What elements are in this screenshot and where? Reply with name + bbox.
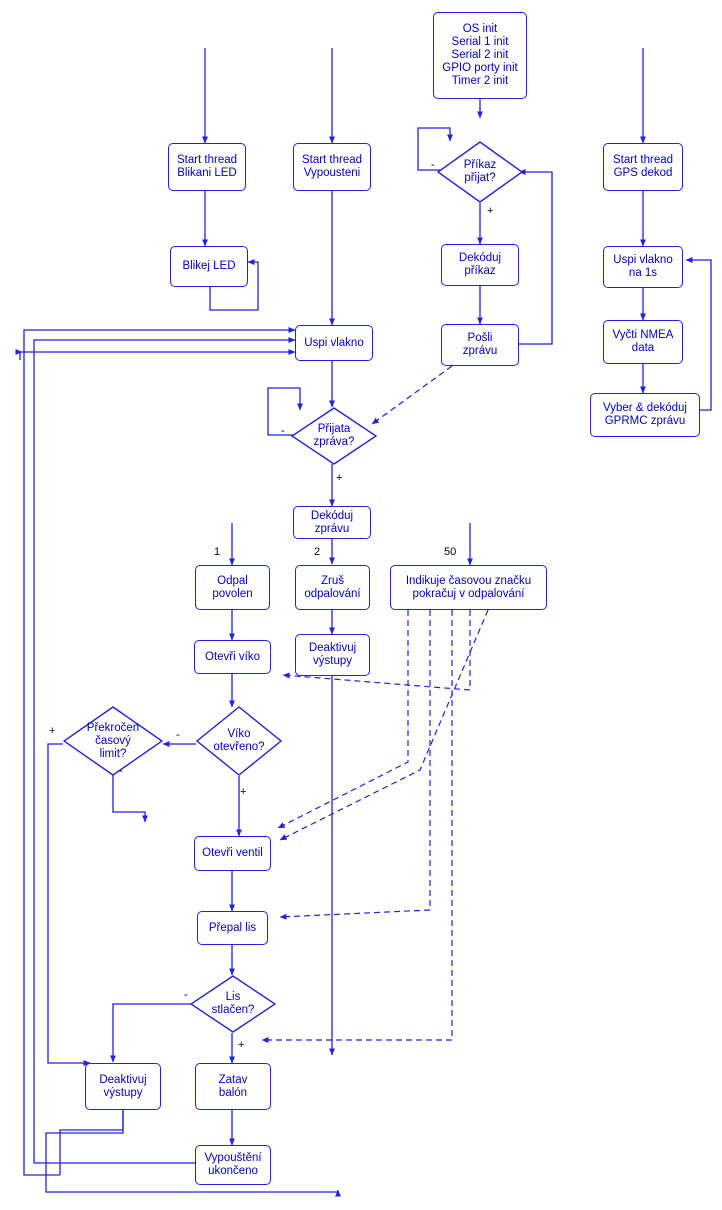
- node-otevri-ventil[interactable]: [194, 836, 271, 871]
- node-start-thread-blikani-led[interactable]: [168, 143, 246, 191]
- node-vypousteni-ukonceno[interactable]: [195, 1145, 271, 1185]
- node-label: Pošli zprávu: [462, 332, 498, 357]
- edge-label-case-2: 2: [314, 546, 321, 558]
- node-label: Start thread GPS dekod: [612, 154, 674, 179]
- node-label: Vyber & dekóduj GPRMC zprávu: [603, 402, 687, 427]
- node-viko-otevreno[interactable]: [196, 706, 282, 776]
- node-vyber-dekoduj-gprmc[interactable]: [590, 393, 700, 437]
- node-label: OS init Serial 1 init Serial 2 init GPIO porty init Timer 2 init: [442, 23, 518, 87]
- node-vycti-nmea-data[interactable]: [603, 320, 683, 364]
- node-label: Víko otevřeno?: [213, 728, 265, 753]
- node-label: Otevři víko: [205, 650, 260, 663]
- edge-label-lis-minus: -: [184, 989, 188, 1001]
- node-label: Uspi vlakno na 1s: [613, 254, 673, 279]
- edge-label-lis-plus: +: [238, 1039, 245, 1051]
- node-label: Start thread Vypousteni: [301, 154, 363, 179]
- node-label: Překročen časový limit?: [86, 721, 140, 760]
- node-posli-zpravu[interactable]: [441, 324, 519, 366]
- node-prikaz-prijat[interactable]: [437, 141, 523, 203]
- node-label: Otevři ventil: [202, 847, 263, 859]
- edge-label-prekrocen-plus: +: [49, 725, 56, 737]
- edge-label-zprava-plus: +: [336, 472, 343, 484]
- node-deaktivuj-vystupy-top[interactable]: [295, 634, 370, 676]
- node-dekoduj-zpravu[interactable]: [293, 506, 371, 539]
- node-indikuje-casovou-znacku[interactable]: [390, 565, 547, 610]
- node-otevri-viko[interactable]: [194, 640, 271, 674]
- edge-label-prikaz-minus: -: [431, 159, 435, 171]
- node-uspi-vlakno[interactable]: [295, 325, 373, 361]
- node-prepal-lis[interactable]: [197, 911, 268, 945]
- edge-label-viko-plus: +: [240, 786, 247, 798]
- node-label: Přepal lis: [208, 921, 257, 934]
- node-label: Zatav balón: [218, 1073, 248, 1099]
- edge-label-prikaz-plus: +: [487, 205, 494, 217]
- node-uspi-vlakno-1s[interactable]: [603, 246, 683, 288]
- node-label: Dekóduj zprávu: [310, 509, 354, 535]
- node-label: Přijata zpráva?: [313, 423, 355, 448]
- edge-label-viko-minus: -: [176, 729, 180, 741]
- node-lis-stlacen[interactable]: [190, 975, 276, 1033]
- node-label: Deaktivuj výstupy: [308, 642, 357, 667]
- node-label: Příkaz přijat?: [463, 159, 497, 184]
- node-label: Uspi vlakno: [304, 336, 364, 349]
- node-prijata-zprava[interactable]: [291, 407, 377, 465]
- edge-label-case-50: 50: [444, 546, 457, 558]
- node-os-init[interactable]: [433, 12, 527, 99]
- node-label: Vyčti NMEA data: [612, 329, 674, 354]
- node-label: Blikej LED: [182, 260, 236, 272]
- node-start-thread-vypousteni[interactable]: [293, 143, 371, 191]
- edge-label-zprava-minus: -: [281, 425, 285, 437]
- node-label: Zruš odpalování: [304, 574, 361, 600]
- edge-label-prekrocen-minus: -: [119, 765, 123, 777]
- node-prekrocen-casovy-limit[interactable]: [63, 706, 163, 776]
- node-label: Indikuje časovou značku pokračuj v odpalování: [405, 574, 532, 600]
- node-odpal-povolen[interactable]: [195, 565, 270, 610]
- node-label: Start thread Blikani LED: [176, 154, 238, 179]
- node-start-thread-gps-dekod[interactable]: [603, 143, 683, 191]
- node-deaktivuj-vystupy-bottom[interactable]: [85, 1063, 161, 1110]
- node-label: Lis stlačen?: [211, 991, 255, 1016]
- node-label: Dekóduj příkaz: [458, 252, 502, 277]
- node-label: Odpal povolen: [212, 574, 253, 600]
- node-dekoduj-prikaz[interactable]: [441, 244, 519, 286]
- node-zrus-odpalovani[interactable]: [295, 565, 370, 610]
- node-label: Deaktivuj výstupy: [99, 1073, 147, 1099]
- node-label: Vypouštění ukončeno: [204, 1152, 262, 1177]
- node-zatav-balon[interactable]: [195, 1063, 271, 1110]
- node-blikej-led[interactable]: [170, 246, 248, 287]
- edge-label-case-1: 1: [214, 546, 221, 558]
